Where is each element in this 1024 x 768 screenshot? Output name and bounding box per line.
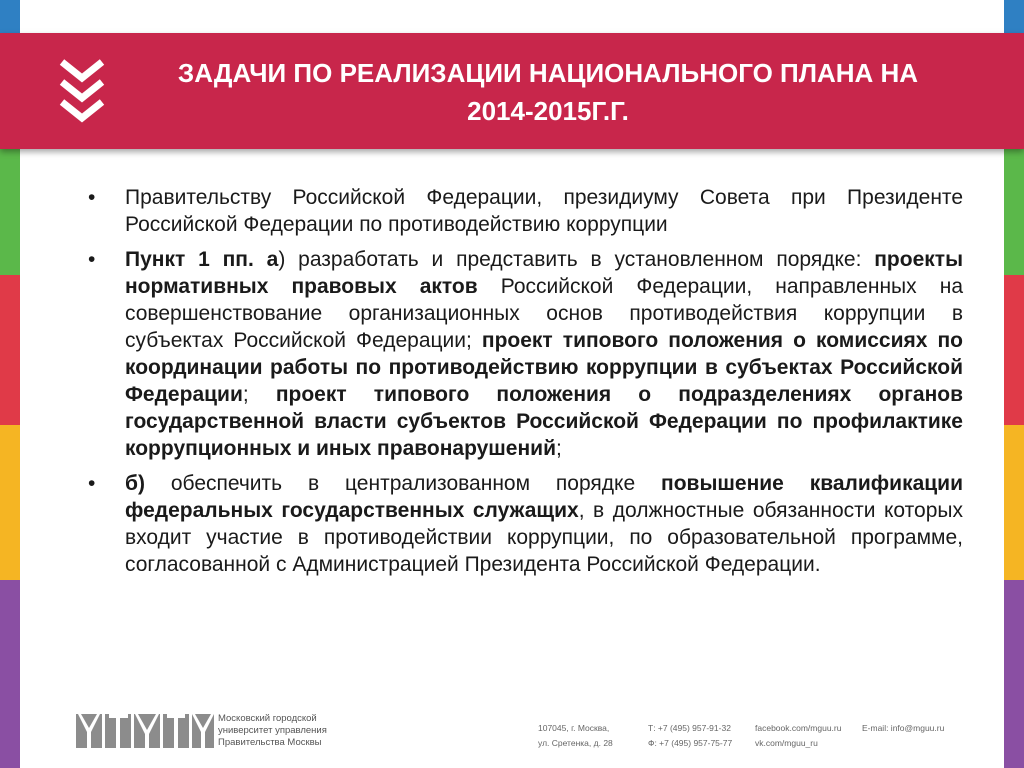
list-item: [88, 184, 963, 238]
bullet-2-bold-b: проект типового положения о комиссиях по координации работы по противодействию коррупции в субъектах Российской Федерации: [125, 329, 963, 406]
right-stripe-red: [1004, 275, 1024, 425]
list-item: [88, 246, 963, 462]
university-name-line3: Правительства Москвы: [218, 737, 322, 748]
bullet-3-lead: б): [125, 472, 145, 495]
phone-text: Т: +7 (495) 957-91-32: [648, 723, 731, 733]
bullet-2-lead: Пункт 1 пп. а: [125, 248, 279, 271]
university-name-line1: Московский городской: [218, 713, 317, 724]
list-item: [88, 470, 963, 578]
left-stripe-purple: [0, 580, 20, 768]
mguu-logo: [76, 712, 216, 750]
address-line1: 107045, г. Москва,: [538, 723, 610, 733]
bullet-2-text-a: ) разработать и представить в установленном порядке:: [278, 248, 875, 271]
left-stripe-green: [0, 135, 20, 275]
university-name: [218, 713, 348, 749]
bullet-3-text-b: , в должностные обязанности которых входит участие в противодействии коррупции, по образовательной программе, согласованной с Администрацией Президента Российской Федерации.: [125, 499, 963, 576]
bullet-marker: •: [88, 472, 96, 495]
university-name-line2: университет управления: [218, 725, 327, 736]
footer-email: [862, 721, 944, 736]
bullet-2-bold-c: проект типового положения о подразделениях органов государственной власти субъектов Российской Федерации по профилактике коррупционных и иных правонарушений: [125, 383, 963, 460]
right-stripe-purple: [1004, 580, 1024, 768]
content-list: [88, 184, 963, 586]
fax-text: Ф: +7 (495) 957-75-77: [648, 738, 733, 748]
slide-title-line1: ЗАДАЧИ ПО РЕАЛИЗАЦИИ НАЦИОНАЛЬНОГО ПЛАНА НА: [177, 58, 919, 88]
address-line2: ул. Сретенка, д. 28: [538, 738, 613, 748]
left-stripe-red: [0, 275, 20, 425]
facebook-link[interactable]: facebook.com/mguu.ru: [755, 723, 842, 733]
vk-link[interactable]: vk.com/mguu_ru: [755, 738, 818, 748]
bullet-3-text-a: обеспечить в централизованном порядке: [144, 472, 662, 495]
bullet-2-text-b: Российской Федерации, направленных на совершенствование организационных основ противодействия коррупции в субъектах Российской Федерации;: [125, 275, 964, 352]
bullet-marker: •: [88, 248, 96, 271]
bullet-2-bold-a: проекты нормативных правовых актов: [125, 248, 963, 298]
triple-chevron-down-icon: [58, 56, 106, 124]
right-stripe-green: [1004, 135, 1024, 275]
bullet-3-bold: повышение квалификации федеральных государственных служащих: [125, 472, 964, 522]
slide-title: [118, 54, 978, 130]
footer-phones: [648, 721, 732, 751]
slide-title-line2: 2014-2015Г.Г.: [467, 96, 629, 126]
bullet-1-text: Правительству Российской Федерации, президиуму Совета при Президенте Российской Федерации по противодействию коррупции: [125, 186, 963, 236]
footer-address: [538, 721, 613, 751]
bullet-marker: •: [88, 186, 96, 209]
footer-social: [755, 721, 841, 751]
left-stripe-yellow: [0, 425, 20, 580]
email-link[interactable]: E-mail: info@mguu.ru: [862, 723, 945, 733]
bullet-2-text-d: ;: [555, 437, 562, 460]
right-stripe-yellow: [1004, 425, 1024, 580]
bullet-2-text-c: ;: [242, 383, 276, 406]
